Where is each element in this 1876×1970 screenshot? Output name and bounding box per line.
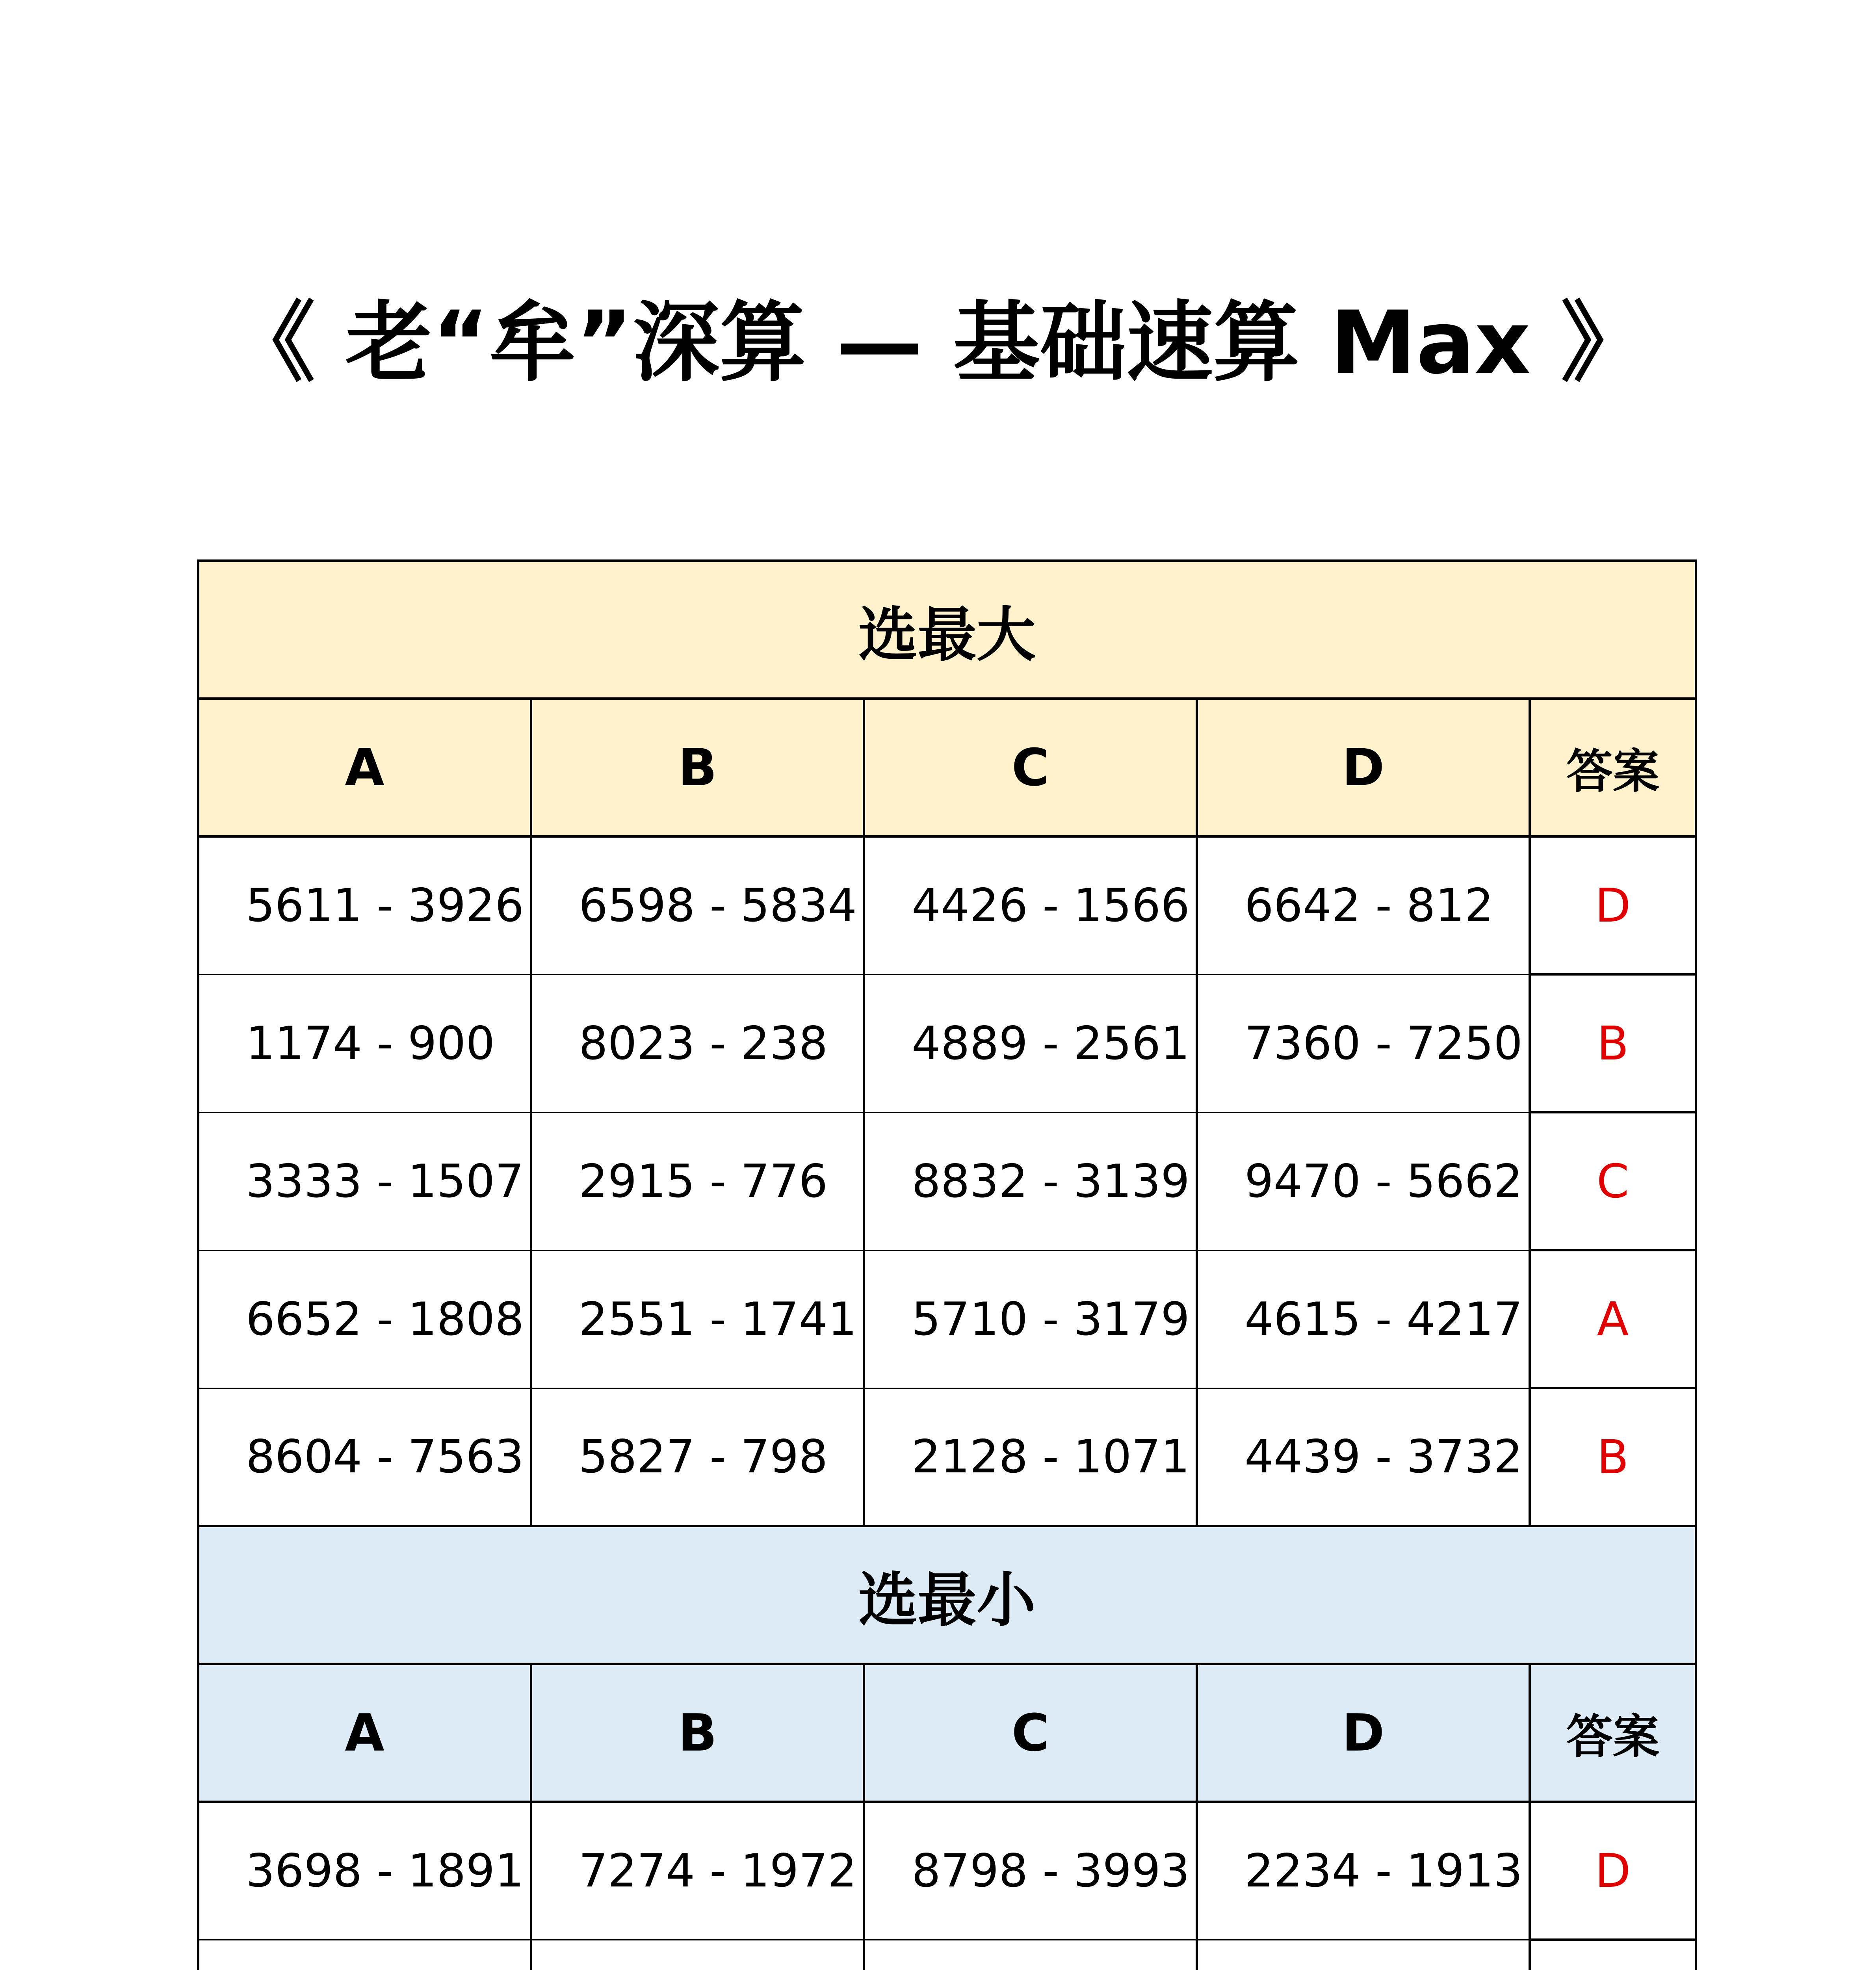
answer-cell: D	[1530, 836, 1696, 974]
option-c-cell: 8832 - 3139	[864, 1112, 1197, 1250]
column-header-a: A	[198, 699, 531, 836]
section-title: 选最小	[198, 1526, 1696, 1664]
option-b-cell: 8023 - 238	[531, 974, 864, 1112]
column-header-row	[198, 1664, 1696, 1802]
option-b-cell: 2915 - 776	[531, 1112, 864, 1250]
column-header-row	[198, 699, 1696, 836]
option-a-cell: 6652 - 1808	[198, 1250, 531, 1388]
option-a-cell: 8604 - 7563	[198, 1388, 531, 1526]
column-header-b: B	[531, 699, 864, 836]
option-a-cell: 1174 - 900	[198, 974, 531, 1112]
column-header-answer: 答案	[1530, 1664, 1696, 1802]
max-section	[198, 561, 1696, 1526]
column-header-answer: 答案	[1530, 699, 1696, 836]
option-a-cell: 3333 - 1507	[198, 1112, 531, 1250]
option-b-cell: 6598 - 5834	[531, 836, 864, 974]
answer-cell: B	[1530, 1388, 1696, 1526]
section-title-row	[198, 1526, 1696, 1664]
option-c-cell: 4426 - 1566	[864, 836, 1197, 974]
option-c-cell: 5710 - 3179	[864, 1250, 1197, 1388]
answer-cell	[1530, 1940, 1696, 1970]
column-header-c: C	[864, 699, 1197, 836]
answer-cell: C	[1530, 1112, 1696, 1250]
table-row	[198, 836, 1696, 974]
column-header-d: D	[1197, 1664, 1530, 1802]
table-row	[198, 1250, 1696, 1388]
option-d-cell: 2234 - 1913	[1197, 1802, 1530, 1940]
answer-cell: D	[1530, 1802, 1696, 1940]
answer-cell: B	[1530, 974, 1696, 1112]
option-b-cell	[531, 1940, 864, 1970]
table-row	[198, 1112, 1696, 1250]
option-a-cell	[198, 1940, 531, 1970]
quiz-table	[197, 559, 1697, 1970]
answer-cell: A	[1530, 1250, 1696, 1388]
option-a-cell: 3698 - 1891	[198, 1802, 531, 1940]
option-c-cell: 8798 - 3993	[864, 1802, 1197, 1940]
option-b-cell: 5827 - 798	[531, 1388, 864, 1526]
section-title-row	[198, 561, 1696, 699]
page-title: 《 老“牟”深算 — 基础速算 Max 》	[228, 292, 1648, 393]
table-row	[198, 1388, 1696, 1526]
table-row	[198, 974, 1696, 1112]
section-title: 选最大	[198, 561, 1696, 699]
option-d-cell: 4615 - 4217	[1197, 1250, 1530, 1388]
option-d-cell: 9470 - 5662	[1197, 1112, 1530, 1250]
option-d-cell	[1197, 1940, 1530, 1970]
option-b-cell: 2551 - 1741	[531, 1250, 864, 1388]
option-d-cell: 4439 - 3732	[1197, 1388, 1530, 1526]
table-row	[198, 1940, 1696, 1970]
column-header-b: B	[531, 1664, 864, 1802]
option-c-cell: 4889 - 2561	[864, 974, 1197, 1112]
option-c-cell: 2128 - 1071	[864, 1388, 1197, 1526]
option-c-cell	[864, 1940, 1197, 1970]
option-b-cell: 7274 - 1972	[531, 1802, 864, 1940]
column-header-c: C	[864, 1664, 1197, 1802]
table-row	[198, 1802, 1696, 1940]
min-section	[198, 1526, 1696, 1970]
column-header-a: A	[198, 1664, 531, 1802]
option-d-cell: 6642 - 812	[1197, 836, 1530, 974]
column-header-d: D	[1197, 699, 1530, 836]
option-d-cell: 7360 - 7250	[1197, 974, 1530, 1112]
option-a-cell: 5611 - 3926	[198, 836, 531, 974]
